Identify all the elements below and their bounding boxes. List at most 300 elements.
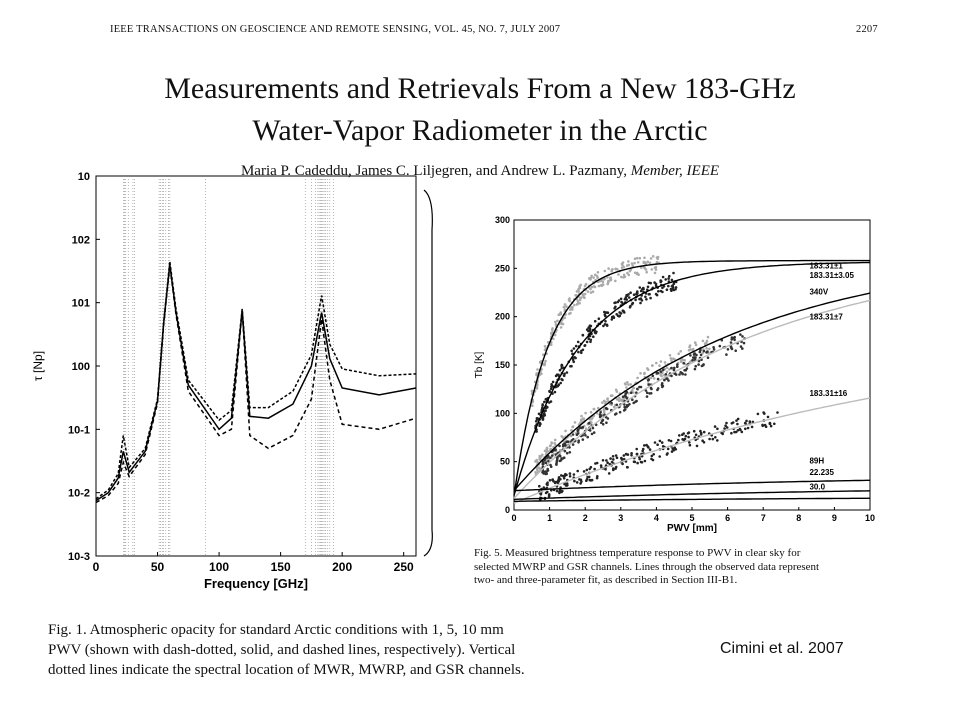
- fig5-data-point: [592, 427, 595, 430]
- fig1-x-axis-label: Frequency [GHz]: [203, 576, 309, 591]
- fig5-data-point: [540, 372, 543, 375]
- fig5-data-point: [730, 432, 733, 435]
- fig5-data-point: [614, 306, 617, 309]
- fig5-data-point: [654, 272, 657, 275]
- fig5-data-point: [536, 368, 539, 371]
- fig5-data-point: [672, 449, 675, 452]
- fig5-data-point: [688, 349, 691, 352]
- fig1-series-line: [96, 265, 416, 501]
- fig5-data-point: [678, 434, 681, 437]
- fig5-data-point: [669, 354, 672, 357]
- fig5-data-point: [585, 283, 588, 286]
- fig5-y-tick-label: 300: [494, 215, 510, 225]
- fig5-data-point: [611, 394, 614, 397]
- fig5-data-point: [596, 477, 599, 480]
- fig5-data-point: [604, 401, 607, 404]
- fig1-channel-lines: [123, 176, 333, 556]
- fig5-data-point: [607, 267, 610, 270]
- fig5-data-point: [744, 428, 747, 431]
- fig5-data-point: [629, 306, 632, 309]
- paper-title-line1: Measurements and Retrievals From a New 183-GHz: [164, 72, 796, 105]
- fig5-data-point: [708, 348, 711, 351]
- fig5-data-point: [681, 438, 684, 441]
- fig5-data-point: [560, 459, 563, 462]
- fig5-data-point: [584, 412, 587, 415]
- fig5-data-point: [664, 361, 667, 364]
- fig5-data-point: [693, 430, 696, 433]
- fig5-data-point: [576, 303, 579, 306]
- fig5-data-point: [724, 424, 727, 427]
- fig5-data-point: [658, 455, 661, 458]
- fig5-series-label: 183.31±7: [809, 312, 843, 322]
- fig5-data-point: [650, 458, 653, 461]
- fig5-data-point: [697, 363, 700, 366]
- fig5-data-point: [647, 286, 650, 289]
- fig5-data-point: [536, 460, 539, 463]
- fig5-series-label: 183.31±1: [809, 261, 843, 271]
- fig5-data-point: [538, 485, 541, 488]
- fig5-data-point: [605, 407, 608, 410]
- fig5-data-point: [574, 421, 577, 424]
- fig5-data-point: [617, 301, 620, 304]
- fig5-data-point: [550, 442, 553, 445]
- fig5-data-point: [563, 306, 566, 309]
- fig5-data-point: [658, 364, 661, 367]
- fig5-data-point: [535, 420, 538, 423]
- fig5-series-label: 89H: [809, 456, 825, 466]
- fig5-data-point: [559, 369, 562, 372]
- fig5-data-point: [573, 356, 576, 359]
- fig5-series-label: 340V: [809, 287, 829, 297]
- fig5-data-point: [578, 478, 581, 481]
- fig5-data-point: [693, 357, 696, 360]
- fig5-data-point: [550, 343, 553, 346]
- fig5-data-point: [685, 435, 688, 438]
- fig5-data-point: [629, 270, 632, 273]
- fig5-data-point: [655, 283, 658, 286]
- fig5-data-point: [614, 301, 617, 304]
- fig5-data-point: [560, 474, 563, 477]
- fig5-data-point: [673, 369, 676, 372]
- fig5-data-point: [617, 273, 620, 276]
- fig5-data-point: [705, 351, 708, 354]
- fig5-data-point: [626, 264, 629, 267]
- fig5-data-point: [572, 361, 575, 364]
- fig5-data-point: [545, 461, 548, 464]
- fig5-data-point: [591, 433, 594, 436]
- fig5-data-point: [606, 461, 609, 464]
- fig5-data-point: [684, 373, 687, 376]
- fig5-data-point: [590, 325, 593, 328]
- fig5-data-point: [608, 472, 611, 475]
- fig5-data-point: [647, 368, 650, 371]
- fig5-data-point: [652, 255, 655, 258]
- fig5-data-point: [602, 281, 605, 284]
- fig5-data-point: [767, 416, 770, 419]
- fig5-data-point: [604, 270, 607, 273]
- fig5-data-point: [633, 293, 636, 296]
- fig5-data-point: [702, 340, 705, 343]
- fig5-data-point: [621, 463, 624, 466]
- fig5-data-point: [550, 385, 553, 388]
- fig1-series-line: [96, 261, 416, 499]
- fig5-data-point: [660, 290, 663, 293]
- fig5-data-point: [549, 445, 552, 448]
- fig5-data-point: [589, 429, 592, 432]
- fig5-data-point: [640, 290, 643, 293]
- fig5-data-point: [664, 278, 667, 281]
- fig5-data-point: [656, 443, 659, 446]
- fig5-series-label: 183.31±3.05: [809, 271, 854, 280]
- fig5-data-point: [553, 442, 556, 445]
- fig5-data-point: [707, 356, 710, 359]
- fig5-data-point: [667, 448, 670, 451]
- fig5-data-point: [543, 486, 546, 489]
- fig5-x-tick-label: 4: [653, 513, 659, 523]
- fig5-data-point: [613, 406, 616, 409]
- fig5-data-point: [659, 374, 662, 377]
- fig5-data-point: [625, 453, 628, 456]
- fig5-data-point: [554, 482, 557, 485]
- fig5-data-point: [568, 446, 571, 449]
- fig5-data-point: [645, 271, 648, 274]
- fig5-data-point: [744, 422, 747, 425]
- fig5-x-tick-label: 10: [864, 513, 876, 523]
- fig5-data-point: [650, 377, 653, 380]
- fig5-data-point: [592, 276, 595, 279]
- fig5-data-point: [572, 443, 575, 446]
- fig5-data-point: [546, 468, 549, 471]
- fig5-data-point: [616, 398, 619, 401]
- fig5-data-point: [582, 293, 585, 296]
- fig5-data-point: [543, 401, 546, 404]
- fig5-data-point: [628, 296, 631, 299]
- fig5-data-point: [654, 441, 657, 444]
- fig5-caption-line3: two- and three-parameter fit, as described in Section III-B1.: [474, 574, 738, 586]
- fig5-data-point: [550, 383, 553, 386]
- fig5-data-point: [610, 402, 613, 405]
- fig5-data-point: [693, 352, 696, 355]
- fig5-data-point: [741, 335, 744, 338]
- fig1-series-group: [96, 261, 416, 502]
- fig5-data-point: [644, 296, 647, 299]
- fig5-data-point: [566, 482, 569, 485]
- fig1-x-tick-label: 150: [270, 560, 291, 574]
- fig5-data-point: [582, 438, 585, 441]
- fig5-data-point: [661, 287, 664, 290]
- fig5-data-point: [634, 401, 637, 404]
- fig5-data-point: [569, 472, 572, 475]
- fig5-data-point: [604, 320, 607, 323]
- fig5-data-point: [606, 398, 609, 401]
- fig5-data-point: [702, 364, 705, 367]
- fig1-x-tick-label: 50: [150, 560, 165, 574]
- fig5-data-point: [688, 431, 691, 434]
- fig5-y-axis-label: Tb [K]: [474, 351, 485, 379]
- fig5-data-point: [731, 348, 734, 351]
- fig5-data-point: [677, 439, 680, 442]
- fig5-data-point: [639, 257, 642, 260]
- fig5-y-tick-label: 200: [494, 311, 510, 322]
- fig5-data-point: [541, 403, 544, 406]
- fig5-data-point: [696, 445, 699, 448]
- fig5-data-point: [725, 353, 728, 356]
- fig5-data-point: [550, 465, 553, 468]
- fig5-caption: [474, 547, 819, 588]
- fig5-data-point: [576, 430, 579, 433]
- fig5-data-point: [602, 423, 605, 426]
- fig5-data-point: [626, 404, 629, 407]
- fig5-data-point: [612, 458, 615, 461]
- fig5-data-point: [734, 349, 737, 352]
- fig5-data-point: [646, 392, 649, 395]
- fig5-data-point: [620, 276, 623, 279]
- fig5-data-point: [598, 317, 601, 320]
- fig5-data-point: [674, 288, 677, 291]
- fig5-data-point: [546, 491, 549, 494]
- fig5-data-point: [705, 347, 708, 350]
- fig5-data-point: [714, 425, 717, 428]
- fig5-x-axis-label: PWV [mm]: [667, 523, 717, 534]
- fig5-data-point: [615, 454, 618, 457]
- fig5-data-point: [563, 456, 566, 459]
- fig5-data-point: [641, 461, 644, 464]
- fig5-data-point: [614, 280, 617, 283]
- fig5-data-point: [606, 311, 609, 314]
- fig5-data-point: [639, 286, 642, 289]
- fig5-data-point: [560, 326, 563, 329]
- fig5-data-point: [727, 348, 730, 351]
- fig5-data-point: [546, 447, 549, 450]
- fig5-data-point: [544, 473, 547, 476]
- fig5-data-point: [600, 284, 603, 287]
- fig5-data-point: [534, 471, 537, 474]
- fig1-y-tick-label: 10-2: [67, 487, 90, 500]
- fig1-y-tick-label: 102: [71, 234, 90, 247]
- fig5-data-point: [626, 466, 629, 469]
- fig5-data-point: [671, 279, 674, 282]
- fig5-data-point: [621, 263, 624, 266]
- fig5-data-point: [593, 285, 596, 288]
- fig5-data-point: [665, 373, 668, 376]
- fig5-data-point: [573, 347, 576, 350]
- fig1-y-tick-label: 10: [77, 171, 90, 183]
- fig5-data-point: [694, 365, 697, 368]
- fig5-data-point: [659, 440, 662, 443]
- fig5-data-point: [590, 275, 593, 278]
- fig5-y-tick-label: 150: [494, 360, 510, 370]
- fig5-data-point: [592, 335, 595, 338]
- fig5-data-point: [685, 369, 688, 372]
- fig5-data-point: [569, 308, 572, 311]
- fig5-data-point: [654, 266, 657, 269]
- fig5-data-point: [661, 384, 664, 387]
- fig5-data-point: [692, 348, 695, 351]
- fig5-data-point: [560, 378, 563, 381]
- fig5-data-point: [546, 484, 549, 487]
- fig5-data-point: [634, 258, 637, 261]
- fig5-data-point: [616, 404, 619, 407]
- fig5-data-point: [565, 441, 568, 444]
- fig5-y-tick-label: 100: [494, 408, 510, 419]
- fig5-data-point: [576, 481, 579, 484]
- fig5-data-point: [716, 439, 719, 442]
- fig5-data-point: [636, 290, 639, 293]
- fig5-data-point: [688, 441, 691, 444]
- fig5-data-point: [542, 414, 545, 417]
- fig1-x-tick-label: 100: [209, 560, 230, 574]
- fig5-data-point: [623, 454, 626, 457]
- fig5-data-point: [614, 467, 617, 470]
- fig5-data-point: [642, 448, 645, 451]
- fig5-data-point: [580, 415, 583, 418]
- fig5-data-point: [605, 459, 608, 462]
- fig5-data-point: [649, 262, 652, 265]
- fig5-data-point: [687, 436, 690, 439]
- fig5-data-point: [561, 364, 564, 367]
- fig5-data-point: [631, 398, 634, 401]
- fig5-data-point: [712, 438, 715, 441]
- fig5-data-point: [689, 344, 692, 347]
- fig5-data-point: [606, 283, 609, 286]
- fig5-data-point: [707, 336, 710, 339]
- fig5-data-point: [624, 382, 627, 385]
- fig5-series-label: 30.0: [809, 482, 826, 492]
- fig5-data-point: [619, 411, 622, 414]
- fig5-data-point: [663, 379, 666, 382]
- fig5-data-point: [604, 323, 607, 326]
- fig5-data-point: [634, 299, 637, 302]
- fig5-data-point: [566, 371, 569, 374]
- fig5-data-point: [700, 354, 703, 357]
- fig5-data-point: [590, 339, 593, 342]
- fig5-data-point: [666, 288, 669, 291]
- fig5-data-point: [694, 368, 697, 371]
- fig5-data-point: [623, 409, 626, 412]
- fig5-data-point: [573, 473, 576, 476]
- journal-header: IEEE TRANSACTIONS ON GEOSCIENCE AND REMOTE SENSING, VOL. 45, NO. 7, JULY 2007: [110, 24, 561, 35]
- fig5-data-point: [536, 417, 539, 420]
- fig5-data-point: [639, 372, 642, 375]
- fig5-data-point: [551, 327, 554, 330]
- fig5-data-point: [636, 462, 639, 465]
- fig5-data-point: [704, 342, 707, 345]
- fig5-data-point: [645, 298, 648, 301]
- fig5-data-point: [580, 352, 583, 355]
- fig5-data-point: [703, 431, 706, 434]
- fig5-data-point: [615, 313, 618, 316]
- fig5-data-point: [649, 297, 652, 300]
- fig5-data-point: [612, 467, 615, 470]
- fig5-data-point: [559, 478, 562, 481]
- fig5-data-point: [652, 453, 655, 456]
- fig5-data-point: [549, 479, 552, 482]
- fig5-data-point: [564, 450, 567, 453]
- fig1-x-tick-label: 0: [92, 560, 100, 574]
- fig5-data-point: [713, 348, 716, 351]
- fig5-data-point: [557, 314, 560, 317]
- fig5-data-point: [624, 298, 627, 301]
- fig5-data-point: [582, 349, 585, 352]
- fig1-y-tick-label: 101: [71, 297, 90, 310]
- fig5-data-point: [614, 413, 617, 416]
- fig5-data-point: [741, 347, 744, 350]
- fig5-data-point: [751, 426, 754, 429]
- fig5-data-point: [623, 311, 626, 314]
- fig5-data-point: [576, 433, 579, 436]
- fig5-data-point: [666, 453, 669, 456]
- fig5-data-point: [745, 420, 748, 423]
- fig5-data-point: [579, 297, 582, 300]
- fig5-data-point: [668, 439, 671, 442]
- fig5-data-point: [578, 302, 581, 305]
- fig5-data-point: [582, 426, 585, 429]
- fig5-data-point: [569, 475, 572, 478]
- fig5-data-point: [655, 362, 658, 365]
- fig5-data-point: [776, 411, 779, 414]
- fig5-data-point: [672, 272, 675, 275]
- fig5-data-point: [625, 294, 628, 297]
- fig5-data-point: [548, 390, 551, 393]
- fig5-data-point: [723, 427, 726, 430]
- fig1-caption-line3: dotted lines indicate the spectral location of MWR, MWRP, and GSR channels.: [48, 662, 525, 678]
- fig5-data-point: [586, 436, 589, 439]
- fig5-data-point: [650, 257, 653, 260]
- fig5-data-point: [629, 291, 632, 294]
- fig5-data-point: [562, 443, 565, 446]
- fig1-caption-line1: Fig. 1. Atmospheric opacity for standard Arctic conditions with 1, 5, 10 mm: [48, 622, 504, 638]
- fig5-data-point: [660, 370, 663, 373]
- fig5-data-point: [670, 367, 673, 370]
- fig5-data-point: [679, 350, 682, 353]
- fig5-data-point: [732, 337, 735, 340]
- fig5-x-tick-label: 3: [618, 513, 624, 523]
- fig5-data-point: [643, 267, 646, 270]
- fig5-data-point: [577, 351, 580, 354]
- fig5-data-point: [638, 386, 641, 389]
- fig5-data-point: [626, 381, 629, 384]
- fig5-data-point: [596, 275, 599, 278]
- fig5-data-point: [597, 271, 600, 274]
- fig5-data-point: [725, 422, 728, 425]
- fig5-data-point: [646, 395, 649, 398]
- fig5-data-point: [611, 461, 614, 464]
- fig5-data-point: [599, 413, 602, 416]
- fig5-data-point: [639, 302, 642, 305]
- fig5-data-point: [649, 448, 652, 451]
- fig5-data-point: [636, 388, 639, 391]
- fig1-caption-line2: PWV (shown with dash-dotted, solid, and dashed lines, respectively). Vertical: [48, 642, 516, 658]
- fig5-data-point: [668, 275, 671, 278]
- fig5-data-point: [583, 344, 586, 347]
- fig5-data-point: [631, 303, 634, 306]
- fig5-data-point: [589, 329, 592, 332]
- fig5-data-point: [627, 260, 630, 263]
- fig5-data-point: [757, 413, 760, 416]
- fig5-data-point: [531, 404, 534, 407]
- fig5-data-point: [566, 452, 569, 455]
- fig5-data-point: [667, 277, 670, 280]
- fig1-y-tick-label: 10-1: [67, 424, 90, 437]
- fig5-data-point: [557, 374, 560, 377]
- fig5-data-point: [626, 272, 629, 275]
- fig5-data-point: [594, 331, 597, 334]
- fig5-data-point: [633, 460, 636, 463]
- fig5-x-tick-label: 2: [582, 513, 588, 523]
- fig5-data-point: [635, 293, 638, 296]
- fig5-data-point: [660, 280, 663, 283]
- fig5-data-point: [695, 434, 698, 437]
